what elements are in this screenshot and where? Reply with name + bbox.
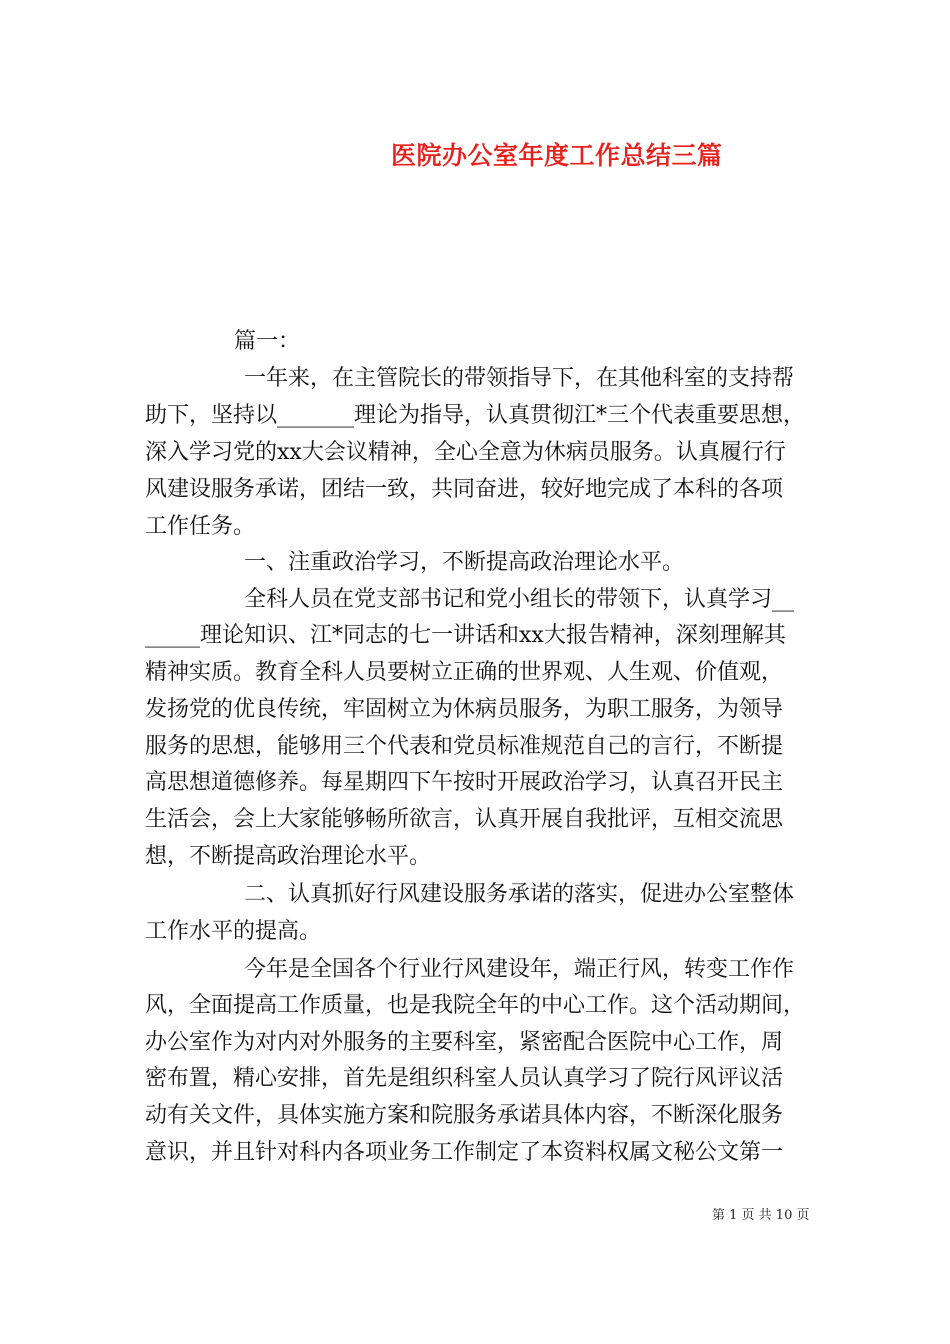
paragraph-line: 助下，坚持以_______理论为指导，认真贯彻江*三个代表重要思想， <box>145 403 806 428</box>
paragraph-line: 工作任务。 <box>145 514 256 539</box>
paragraph-line: 意识，并且针对科内各项业务工作制定了本资料权属文秘公文第一 <box>145 1140 784 1165</box>
section-label: 篇一： <box>234 329 301 354</box>
section-heading: 二、认真抓好行风建设服务承诺的落实，促进办公室整体 <box>244 882 795 907</box>
paragraph-line: 今年是全国各个行业行风建设年，端正行风，转变工作作 <box>244 957 795 982</box>
paragraph-line: 风建设服务承诺，团结一致，共同奋进，较好地完成了本科的各项 <box>145 477 784 502</box>
paragraph-line: 全科人员在党支部书记和党小组长的带领下，认真学习__ <box>244 587 795 612</box>
paragraph-line: 一年来，在主管院长的带领指导下，在其他科室的支持帮 <box>244 366 795 391</box>
paragraph-line: 服务的思想，能够用三个代表和党员标准规范自己的言行，不断提 <box>145 734 784 759</box>
paragraph-line: 办公室作为对内对外服务的主要科室，紧密配合医院中心工作，周 <box>145 1030 784 1055</box>
paragraph-line: 发扬党的优良传统，牢固树立为休病员服务，为职工服务，为领导 <box>145 697 784 722</box>
paragraph-line: 想，不断提高政治理论水平。 <box>145 844 432 869</box>
paragraph-line: 动有关文件，具体实施方案和院服务承诺具体内容，不断深化服务 <box>145 1103 784 1128</box>
paragraph-line: 深入学习党的xx大会议精神，全心全意为休病员服务。认真履行行 <box>145 440 786 465</box>
document-title: 医院办公室年度工作总结三篇 <box>391 141 723 170</box>
section-heading-continued: 工作水平的提高。 <box>145 919 322 944</box>
paragraph-line: 精神实质。教育全科人员要树立正确的世界观、人生观、价值观， <box>145 660 784 685</box>
paragraph-line: 密布置，精心安排，首先是组织科室人员认真学习了院行风评议活 <box>145 1066 784 1091</box>
paragraph-line: 高思想道德修养。每星期四下午按时开展政治学习，认真召开民主 <box>145 770 784 795</box>
paragraph-line: 生活会，会上大家能够畅所欲言，认真开展自我批评，互相交流思 <box>145 807 784 832</box>
paragraph-line: _____理论知识、江*同志的七一讲话和xx大报告精神，深刻理解其 <box>145 623 786 648</box>
page-number-footer: 第 1 页 共 10 页 <box>712 1208 810 1223</box>
section-heading: 一、注重政治学习，不断提高政治理论水平。 <box>244 550 685 575</box>
paragraph-line: 风，全面提高工作质量，也是我院全年的中心工作。这个活动期间， <box>145 993 806 1018</box>
